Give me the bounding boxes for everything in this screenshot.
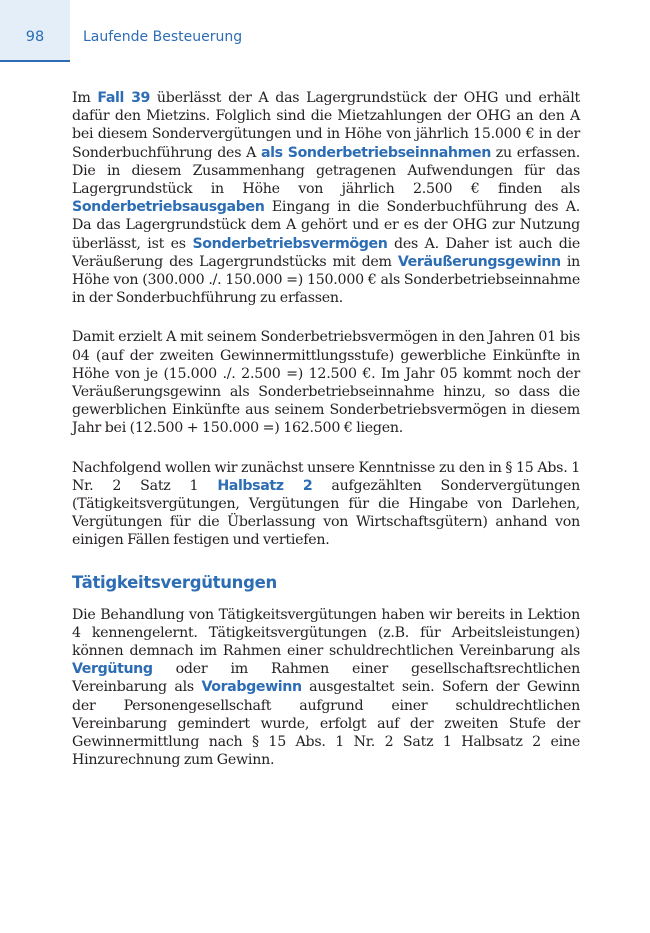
text-span: Eingang in die Sonderbuchführung des A. Da das Lagergrundstück dem A gehört und er es der OHG zur Nutzung überlässt, ist es <box>72 199 580 252</box>
paragraph-taetigkeitsverguetungen <box>72 606 580 770</box>
keyword-sonderbetriebsvermoegen: Sonderbetriebsvermögen <box>192 235 388 252</box>
text-span: Die Behandlung von Tätigkeitsvergütungen haben wir bereits in Lektion 4 kennengelernt. Tätigkeitsvergütungen (z.B. für Arbeitsleistungen) können demnach im Rahmen einer schuldrechtlichen Vereinbarung als <box>72 606 580 660</box>
keyword-verguetung: Vergütung <box>72 661 153 678</box>
text-span: überlässt der A das Lagergrundstück der OHG und erhält dafür den Mietzins. Folglich sind die Mietzahlungen der OHG an den A bei diesem Sondervergütungen und in Höhe von jährlich 15.000 € in der Sonderbuchführung des A <box>72 90 580 161</box>
text-span: des A. Daher ist auch die Veräußerung des Lagergrundstücks mit dem <box>72 235 581 270</box>
text-span: oder im Rahmen einer gesellschaftsrechtlichen Vereinbarung als <box>72 661 580 696</box>
keyword-fall-39: Fall 39 <box>97 90 151 106</box>
text-span: Nachfolgend wollen wir zunächst unsere Kenntnisse zu den in § 15 Abs. 1 Nr. 2 Satz 1 <box>72 459 580 494</box>
keyword-halbsatz-2: Halbsatz 2 <box>217 477 313 494</box>
text-span: in Höhe von (300.000 ./. 150.000 =) 150.000 € als Sonderbetriebseinnahme in der Sonderbuchführung zu erfassen. <box>72 253 580 307</box>
text-span: aufgezählten Sondervergütungen (Tätigkeitsvergütungen, Vergütungen für die Hingabe von Darlehen, Vergütungen für die Überlassung von Wirtschaftsgütern) anhand von einigen Fällen festigen und vertiefen. <box>72 477 580 549</box>
paragraph-fall-39 <box>72 89 580 307</box>
text-span: ausgestaltet sein. Sofern der Gewinn der Personengesellschaft aufgrund einer schuldrechtlichen Vereinbarung gemindert wurde, erfolgt auf der zweiten Stufe der Gewinnermittlung nach § 15 Abs. 1 Nr. 2 Satz 1 Halbsatz 2 eine Hinzurechnung zum Gewinn. <box>72 679 581 769</box>
page-number-box <box>0 0 70 62</box>
text-span: zu erfassen. Die in diesem Zusammenhang getragenen Aufwendungen für das Lagergrundstück in Höhe von jährlich 2.500 € finden als <box>72 144 580 198</box>
paragraph-einkuenfte <box>72 328 580 437</box>
keyword-veraeusserungsgewinn: Veräußerungsgewinn <box>397 253 561 270</box>
page-number: 98 <box>25 29 45 45</box>
text-span: Damit erzielt A mit seinem Sonderbetriebsvermögen in den Jahren 01 bis 04 (auf der zweiten Gewinnermittlungsstufe) gewerbliche Einkünfte in Höhe von je (15.000 ./. 2.500 =) 12.500 €. Im Jahr 05 kommt noch der Veräußerungsgewinn als Sonderbetriebseinnahme hinzu, so dass die gewerblichen Einkünfte aus seinem Sonderbetriebsvermögen in diesem Jahr bei (12.500 + 150.000 =) 162.500 € liegen. <box>72 329 580 437</box>
section-heading: Tätigkeitsvergütungen <box>72 572 277 592</box>
page-body <box>72 89 580 791</box>
keyword-vorabgewinn: Vorabgewinn <box>201 679 302 696</box>
text-span: Im <box>72 90 98 106</box>
keyword-sonderbetriebseinnahmen: als Sonderbetriebseinnahmen <box>260 144 491 161</box>
keyword-sonderbetriebsausgaben: Sonderbetriebsausgaben <box>72 199 265 216</box>
paragraph-sonderverguetungen <box>72 459 580 550</box>
running-title: Laufende Besteuerung <box>83 29 243 45</box>
